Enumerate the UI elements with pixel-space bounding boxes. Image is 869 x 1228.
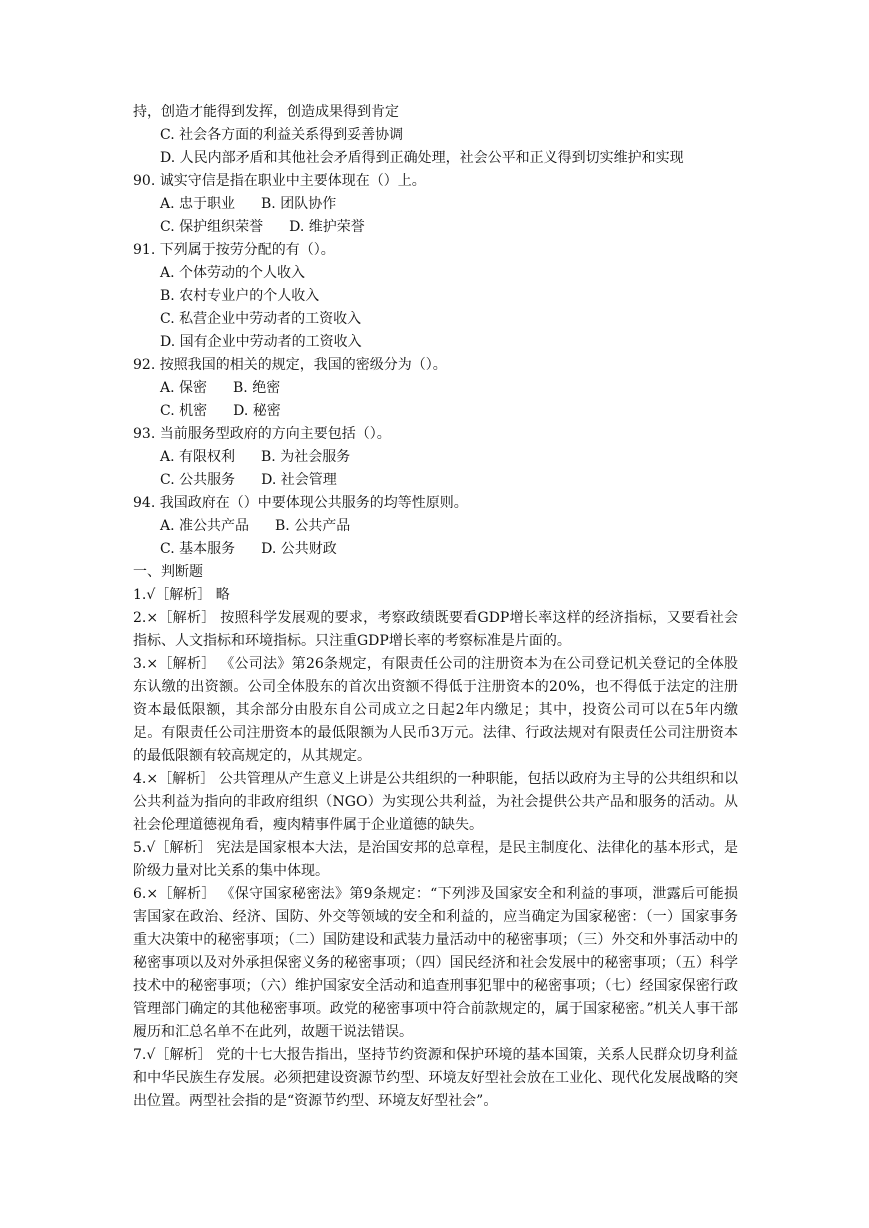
answer-4: 4.×［解析］ 公共管理从产生意义上讲是公共组织的一种职能，包括以政府为主导的公共组织和以公共利益为指向的非政府组织（NGO）为实现公共利益，为社会提供公共产品和服务的活动。从社会伦理道德视角看，瘦肉精事件属于企业道德的缺失。 <box>133 771 738 833</box>
question-90-options-row1 <box>133 193 738 216</box>
option-a: A. 忠于职业 <box>160 196 236 212</box>
answer-6: 6.×［解析］ 《保守国家秘密法》第9条规定：“下列涉及国家安全和利益的事项，泄露后可能损害国家在政治、经济、国防、外交等领域的安全和利益的，应当确定为国家秘密：（一）国家事务重大决策中的秘密事项；（二）国防建设和武装力量活动中的秘密事项；（三）外交和外事活动中的秘密事项以及对外承担保密义务的秘密事项；（四）国民经济和社会发展中的秘密事项；（五）科学技术中的秘密事项；（六）维护国家安全活动和追查刑事犯罪中的秘密事项；（七）经国家保密行政管理部门确定的其他秘密事项。政党的秘密事项中符合前款规定的，属于国家秘密。”机关人事干部履历和汇总名单不在此列，故题干说法错误。 <box>133 886 738 1040</box>
option-a: A. 准公共产品 <box>160 518 250 534</box>
option-a: A. 个体劳动的个人收入 <box>160 265 306 281</box>
answer-5: 5.√［解析］ 宪法是国家根本大法，是治国安邦的总章程，是民主制度化、法律化的基本形式，是阶级力量对比关系的集中体现。 <box>133 840 738 879</box>
option-d: D. 公共财政 <box>261 541 337 557</box>
option-b: B. 公共产品 <box>275 518 351 534</box>
question-94-stem: 94. 我国政府在（）中要体现公共服务的均等性原则。 <box>133 495 468 511</box>
answer-1: 1.√［解析］ 略 <box>133 587 230 603</box>
question-90-options-row2 <box>133 216 738 239</box>
option-c: C. 私营企业中劳动者的工资收入 <box>160 311 362 327</box>
question-93-stem: 93. 当前服务型政府的方向主要包括（）。 <box>133 426 391 442</box>
question-91-stem: 91. 下列属于按劳分配的有（）。 <box>133 242 335 258</box>
option-c: C. 社会各方面的利益关系得到妥善协调 <box>160 127 404 143</box>
option-c: C. 保护组织荣誉 <box>160 219 264 235</box>
answer-7: 7.√［解析］ 党的十七大报告指出，坚持节约资源和保护环境的基本国策，关系人民群众切身利益和中华民族生存发展。必须把建设资源节约型、环境友好型社会放在工业化、现代化发展战略的突出位置。两型社会指的是“资源节约型、环境友好型社会”。 <box>133 1047 738 1109</box>
option-c: C. 基本服务 <box>160 541 236 557</box>
question-93-options-row1 <box>133 446 738 469</box>
question-90-stem: 90. 诚实守信是指在职业中主要体现在（）上。 <box>133 173 426 189</box>
option-c: C. 机密 <box>160 403 208 419</box>
option-d: D. 国有企业中劳动者的工资收入 <box>160 334 362 350</box>
option-d: D. 人民内部矛盾和其他社会矛盾得到正确处理，社会公平和正义得到切实维护和实现 <box>160 150 684 166</box>
answer-2: 2.×［解析］ 按照科学发展观的要求，考察政绩既要看GDP增长率这样的经济指标，又要看社会指标、人文指标和环境指标。只注重GDP增长率的考察标准是片面的。 <box>133 610 738 649</box>
answer-3: 3.×［解析］ 《公司法》第26条规定，有限责任公司的注册资本为在公司登记机关登记的全体股东认缴的出资额。公司全体股东的首次出资额不得低于注册资本的20%，也不得低于法定的注册资本最低限额，其余部分由股东自公司成立之日起2年内缴足；其中，投资公司可以在5年内缴足。有限责任公司注册资本的最低限额为人民币3万元。法律、行政法规对有限责任公司注册资本的最低限额有较高规定的，从其规定。 <box>133 656 738 764</box>
option-b: B. 为社会服务 <box>261 449 351 465</box>
page-content <box>133 101 738 1113</box>
continuation-text: 持，创造才能得到发挥，创造成果得到肯定 <box>133 104 399 120</box>
option-d: D. 社会管理 <box>261 472 337 488</box>
option-d: D. 维护荣誉 <box>289 219 365 235</box>
option-d: D. 秘密 <box>233 403 281 419</box>
option-b: B. 团队协作 <box>261 196 337 212</box>
question-92-options-row1 <box>133 377 738 400</box>
question-92-options-row2 <box>133 400 738 423</box>
option-b: B. 绝密 <box>233 380 281 396</box>
question-94-options-row2 <box>133 538 738 561</box>
section-heading: 一、判断题 <box>133 564 203 580</box>
option-b: B. 农村专业户的个人收入 <box>160 288 320 304</box>
option-c: C. 公共服务 <box>160 472 236 488</box>
option-a: A. 保密 <box>160 380 208 396</box>
question-94-options-row1 <box>133 515 738 538</box>
question-92-stem: 92. 按照我国的相关的规定，我国的密级分为（）。 <box>133 357 447 373</box>
option-a: A. 有限权利 <box>160 449 236 465</box>
question-93-options-row2 <box>133 469 738 492</box>
